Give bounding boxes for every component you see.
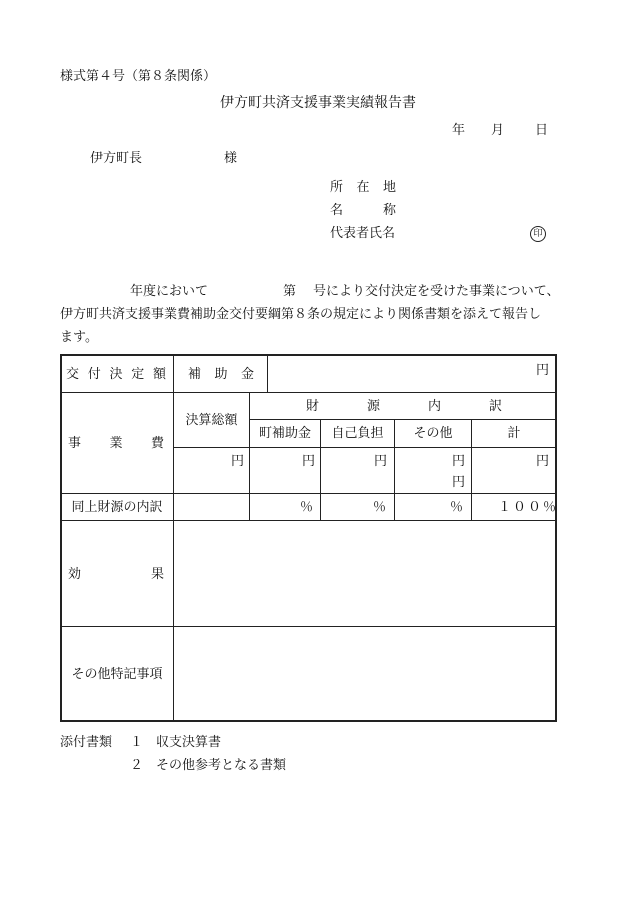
settlement-total-label: 決算総額 bbox=[185, 412, 238, 428]
unit-town-subsidy: 円 bbox=[302, 454, 316, 469]
seal-mark: 印 bbox=[530, 226, 546, 242]
funding-breakdown-label: 財 源 内 訳 bbox=[306, 398, 502, 414]
col-total: 計 bbox=[507, 426, 521, 441]
attachment-text-2: その他参考となる書類 bbox=[156, 758, 287, 773]
unit-other-extra: 円 bbox=[452, 475, 466, 490]
unit-settlement-total: 円 bbox=[231, 454, 245, 469]
date-day: 日 bbox=[535, 123, 549, 138]
pct-self-pay: ％ bbox=[373, 500, 387, 515]
col-self-pay: 自己負担 bbox=[331, 426, 384, 441]
body-fiscal-year: 年度において bbox=[130, 284, 209, 299]
unit-other: 円 bbox=[452, 454, 466, 469]
date-month: 月 bbox=[491, 123, 505, 138]
funding-ratio-label: 同上財源の内訳 bbox=[71, 499, 163, 515]
page-title: 伊方町共済支援事業実績報告書 bbox=[220, 95, 416, 111]
pct-other: ％ bbox=[450, 500, 464, 515]
address-label: 所 在 地 bbox=[330, 180, 396, 195]
grant-decision-label: 交 付 決 定 額 bbox=[66, 366, 166, 382]
subsidy-label: 補 助 金 bbox=[188, 366, 254, 382]
form-number-label: 様式第４号（第８条関係） bbox=[60, 69, 217, 84]
addressee-honorific: 様 bbox=[224, 151, 238, 166]
body-number-prefix: 第 bbox=[283, 284, 297, 299]
attachment-num-1: １ bbox=[130, 735, 144, 750]
body-line1-rest: 号により交付決定を受けた事業について、 bbox=[313, 284, 560, 299]
unit-total: 円 bbox=[536, 454, 550, 469]
col-town-subsidy: 町補助金 bbox=[258, 426, 311, 441]
col-other: その他 bbox=[413, 426, 453, 441]
attachments-label: 添付書類 bbox=[60, 735, 113, 750]
pct-total: １００％ bbox=[498, 500, 559, 515]
company-name-label: 名 称 bbox=[330, 203, 396, 218]
effect-label: 効 果 bbox=[68, 566, 164, 582]
attachment-text-1: 収支決算書 bbox=[156, 735, 222, 750]
body-line3: ます。 bbox=[60, 330, 98, 345]
pct-town-subsidy: ％ bbox=[300, 500, 314, 515]
representative-label: 代表者氏名 bbox=[330, 226, 396, 241]
grant-amount-unit: 円 bbox=[536, 363, 550, 378]
project-cost-label: 事 業 費 bbox=[68, 435, 164, 451]
date-year: 年 bbox=[452, 123, 466, 138]
other-notes-label: その他特記事項 bbox=[71, 666, 163, 682]
addressee-name: 伊方町長 bbox=[90, 151, 143, 166]
body-line2: 伊方町共済支援事業費補助金交付要綱第８条の規定により関係書類を添えて報告し bbox=[60, 307, 542, 322]
attachment-num-2: ２ bbox=[130, 758, 144, 773]
unit-self-pay: 円 bbox=[374, 454, 388, 469]
